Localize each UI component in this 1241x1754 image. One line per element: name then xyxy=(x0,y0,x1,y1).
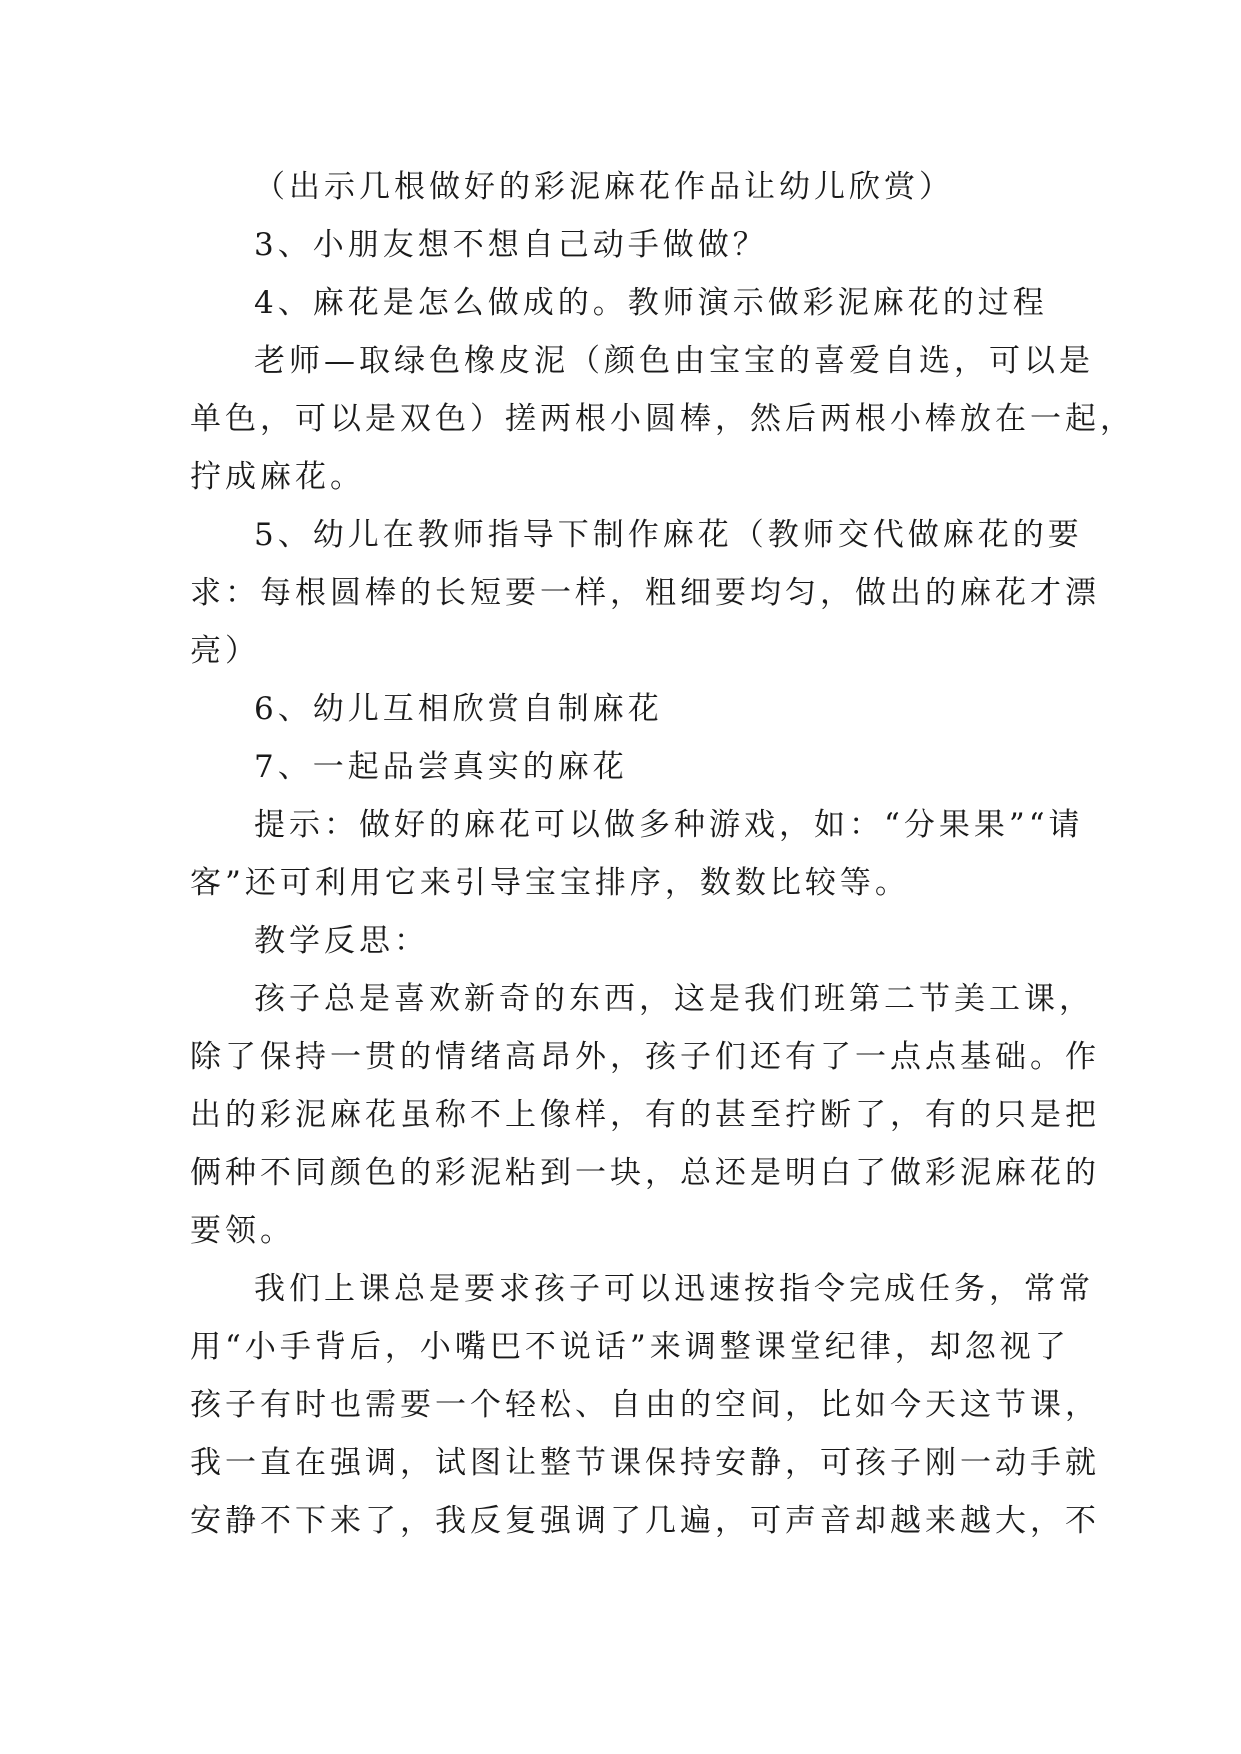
text-line: 客”还可利用它来引导宝宝排序，数数比较等。 xyxy=(190,865,910,901)
text-line: 要领。 xyxy=(190,1213,295,1249)
text-line: 我一直在强调，试图让整节课保持安静，可孩子刚一动手就 xyxy=(190,1445,1100,1481)
text-line: 3、小朋友想不想自己动手做做？ xyxy=(254,227,768,263)
text-line: 4、麻花是怎么做成的。教师演示做彩泥麻花的过程 xyxy=(254,285,1048,321)
text-line: 6、幼儿互相欣赏自制麻花 xyxy=(254,691,663,727)
text-line: 提示：做好的麻花可以做多种游戏，如：“分果果”“请 xyxy=(254,807,1084,843)
text-line: 5、幼儿在教师指导下制作麻花（教师交代做麻花的要 xyxy=(254,517,1083,553)
text-line: 孩子总是喜欢新奇的东西，这是我们班第二节美工课， xyxy=(254,981,1094,1017)
text-line: （出示几根做好的彩泥麻花作品让幼儿欣赏） xyxy=(254,169,954,205)
document-body xyxy=(190,158,1135,1550)
text-line: 亮） xyxy=(190,633,260,669)
text-line: 孩子有时也需要一个轻松、自由的空间，比如今天这节课， xyxy=(190,1387,1100,1423)
text-line: 拧成麻花。 xyxy=(190,459,365,495)
text-line: 除了保持一贯的情绪高昂外，孩子们还有了一点点基础。作 xyxy=(190,1039,1100,1075)
text-line: 求：每根圆棒的长短要一样，粗细要均匀，做出的麻花才漂 xyxy=(190,575,1100,611)
text-line: 安静不下来了，我反复强调了几遍，可声音却越来越大，不 xyxy=(190,1503,1100,1539)
text-line: 老师—取绿色橡皮泥（颜色由宝宝的喜爱自选，可以是 xyxy=(254,343,1094,379)
text-line: 单色，可以是双色）搓两根小圆棒，然后两根小棒放在一起， xyxy=(190,401,1135,437)
text-line: 出的彩泥麻花虽称不上像样，有的甚至拧断了，有的只是把 xyxy=(190,1097,1100,1133)
text-line: 我们上课总是要求孩子可以迅速按指令完成任务，常常 xyxy=(254,1271,1094,1307)
text-line: 7、一起品尝真实的麻花 xyxy=(254,749,628,785)
section-heading: 教学反思： xyxy=(254,923,429,959)
text-line: 俩种不同颜色的彩泥粘到一块，总还是明白了做彩泥麻花的 xyxy=(190,1155,1100,1191)
text-line: 用“小手背后，小嘴巴不说话”来调整课堂纪律，却忽视了 xyxy=(190,1329,1070,1365)
